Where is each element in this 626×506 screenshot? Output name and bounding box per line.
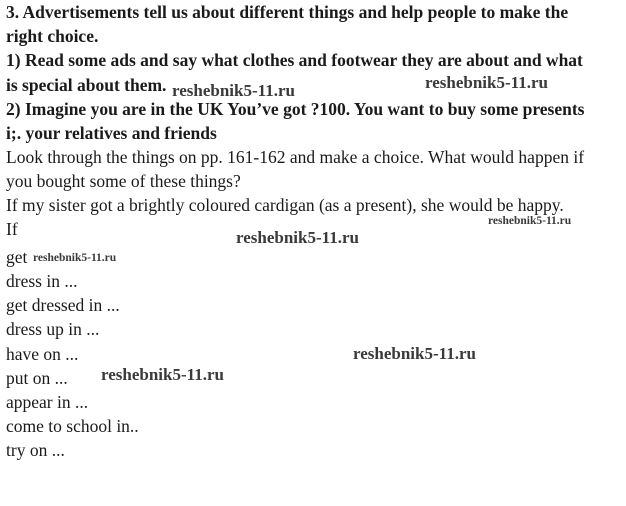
task-2-line-1: 2) Imagine you are in the UK You’ve got ?100. You want to buy some presents [6, 99, 585, 119]
phrase-put-on: put on ... [6, 368, 68, 388]
instruction-line-2: you bought some of these things? [6, 171, 241, 191]
phrase-get-dressed-in: get dressed in ... [6, 295, 120, 315]
phrase-dress-up-in: dress up in ... [6, 319, 100, 339]
watermark-text: reshebnik5-11.ru [425, 73, 548, 92]
task-1-line-1: 1) Read some ads and say what clothes and footwear they are about and what [6, 50, 583, 70]
phrase-appear-in: appear in ... [6, 392, 89, 412]
task-2-line-2: i;. your relatives and friends [6, 123, 217, 143]
instruction-line-1: Look through the things on pp. 161-162 and make a choice. What would happen if [6, 147, 585, 167]
phrase-come-to-school-in: come to school in.. [6, 416, 139, 436]
watermark-text: reshebnik5-11.ru [172, 81, 295, 100]
watermark-text: reshebnik5-11.ru [236, 228, 359, 247]
phrase-dress-in: dress in ... [6, 271, 78, 291]
exercise-heading-line-2: right choice. [6, 26, 99, 46]
watermark-text: reshebnik5-11.ru [33, 252, 117, 264]
prompt-if: If [6, 219, 18, 239]
example-sentence: If my sister got a brightly coloured cardigan (as a present), she would be happy. [6, 195, 564, 215]
phrase-get: get [6, 247, 28, 267]
phrase-have-on: have on ... [6, 344, 79, 364]
phrase-try-on: try on ... [6, 440, 65, 460]
watermark-text: reshebnik5-11.ru [101, 365, 224, 384]
task-1-line-2: is special about them. [6, 75, 167, 95]
watermark-text: reshebnik5-11.ru [488, 215, 572, 227]
exercise-heading-line-1: 3. Advertisements tell us about different things and help people to make the [6, 2, 569, 22]
watermark-text: reshebnik5-11.ru [353, 344, 476, 363]
